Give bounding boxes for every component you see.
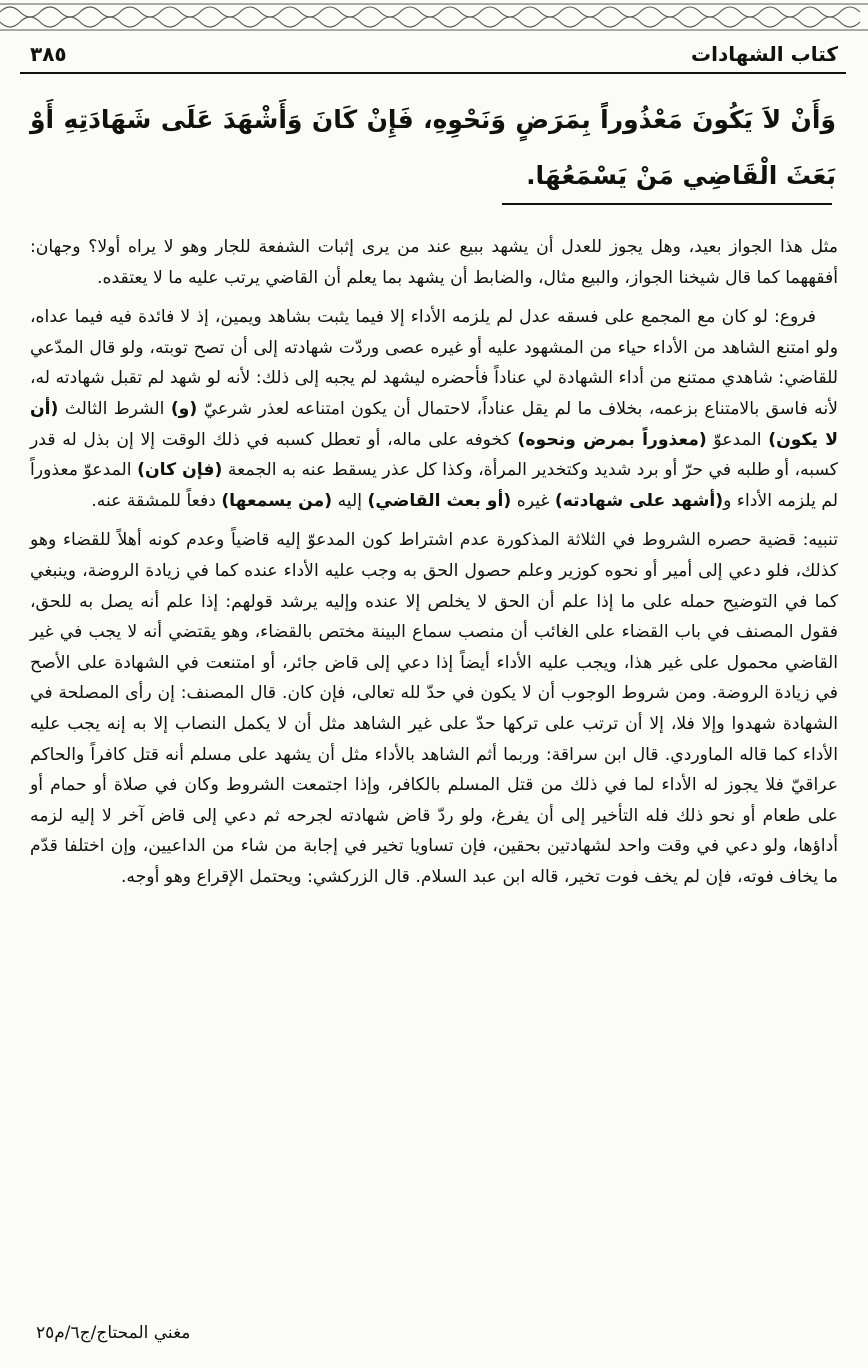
book-title: كتاب الشهادات	[690, 42, 838, 66]
commentary-text: كخوفه على ماله، أو تعطل كسبه في ذلك الوقت إلا إن بذل له قدر كسبه، أو طلبه في حرّ أو برد شديد وكتخدير المرأة، وكذا كل عذر يسقط عنه به الجمعة	[30, 429, 838, 481]
matn-insert: (أشهد على شهادته)	[554, 490, 724, 511]
running-header	[20, 40, 846, 74]
commentary-paragraph-1: مثل هذا الجواز بعيد، وهل يجوز للعدل أن يشهد ببيع عند من يرى إثبات الشفعة للجار وهو لا يراه أولا؟ وجهان: أفقههما كما قال شيخنا الجواز، والبيع مثال، والضابط أن يشهد بما يعلم أن القاضي يرتب عليه ما لا يعتقده.	[30, 237, 838, 288]
commentary-text: غيره	[516, 490, 550, 511]
matn-insert: (و)	[170, 398, 198, 419]
matn-insert: (معذوراً بمرض ونحوه)	[517, 429, 707, 450]
matn-insert: (فإن كان)	[137, 460, 223, 481]
matn-insert: (من يسمعها)	[221, 490, 333, 511]
page-number: ٣٨٥	[30, 42, 67, 66]
commentary-body	[30, 232, 838, 892]
matn-insert: (أو بعث القاضي)	[367, 490, 512, 511]
commentary-paragraph-2	[30, 302, 838, 516]
matn-separator-rule	[502, 203, 832, 205]
commentary-text: دفعاً للمشقة عنه.	[91, 490, 216, 511]
signature-mark: مغني المحتاج/ج٦/م٢٥	[36, 1323, 191, 1343]
top-ornament-border	[0, 0, 868, 40]
commentary-text: المدعوّ معذوراً لم يلزمه الأداء و	[30, 460, 838, 511]
matn-insert: (أن لا يكون)	[30, 398, 839, 450]
commentary-text: المدعوّ	[713, 429, 762, 450]
commentary-text: إليه	[337, 490, 362, 511]
commentary-text: فروع: لو كان مع المجمع على فسقه عدل لم يلزمه الأداء إلا فيما يثبت بشاهد ويمين، إذ لا فائدة فيه فيما عداه، ولو امتنع الشاهد من الأداء حياء من المشهود عليه أو غيره عصى وردّت شهادته إلى أن تصح توبته، ولو قال المدّعي للقاضي: شاهدي ممتنع من أداء الشهادة لي عناداً فأحضره ليشهد لم يجبه إلى ذلك: لأنه لو شهد لم تقبل شهادته له، لأنه فاسق بالامتناع بزعمه، بخلاف ما لم يقل عناداً، لاحتمال أن يكون امتناعه لعذر شرعيّ	[30, 307, 838, 419]
matn-text: وَأَنْ لاَ يَكُونَ مَعْذُوراً بِمَرَضٍ وَنَحْوِهِ، فَإِنْ كَانَ وَأَشْهَدَ عَلَى شَهَادَتِهِ أَوْ بَعَثَ الْقَاضِي مَنْ يَسْمَعُهَا.	[30, 105, 836, 190]
commentary-paragraph-3: تنبيه: قضية حصره الشروط في الثلاثة المذكورة عدم اشتراط كون المدعوّ إليه قاضياً وعدم كونه أهلاً للقضاء وهو كذلك، فلو دعي إلى أمير أو نحوه كوزير وعلم حصول الحق به وجب عليه الأداء عنده كما في زيادة الروضة، وينبغي كما في التوضيح حمله على ما إذا علم أن الحق لا يخلص إلا عنده وإليه يرشد قولهم: إذا علم أنه يصل به للحق، فقول المصنف في باب القضاء على الغائب أن منصب سماع البينة مختص بالقضاء، وهو يقتضي أنه لا يجب في غير القاضي محمول على غير هذا، ويجب عليه الأداء أيضاً إذا دعي إلى قاض جائر، أو امتنعت في الشهادة على الأصح في زيادة الروضة. ومن شروط الوجوب أن لا يكون في حدّ لله تعالى، فإن كان. قال المصنف: إن رأى المصلحة في الشهادة شهدوا وإلا فلا، إلا أن ترتب على تركها حدّ على غير الشاهد مثل أن لا يكمل النصاب إلا به إنه يجب عليه الأداء كما قاله الماوردي. قال ابن سراقة: وربما أثم الشاهد بالأداء مثل أن يشهد على مسلم أنه قتل كافراً والحاكم عراقيّ فلا يجوز له الأداء لما في ذلك من قتل المسلم بالكافر، وإذا اجتمعت الشروط وكان في صلاة أو حمام أو على طعام أو نحو ذلك فله التأخير إلى أن يفرغ، ولو ردّ قاض شهادته لجرحه ثم دعي إلى قاض آخر لا إليه لزمه أداؤها، ولو دعي في وقت واحد لشهادتين بحقين، فإن تساويا تخير في إجابة من شاء من الداعيين، وإن اختلفا قدّم ما يخاف فوته، فإن لم يخف فوت تخير، قاله ابن عبد السلام. قال الزركشي: ويحتمل الإقراع وهو أوجه.	[30, 530, 838, 887]
commentary-text: الشرط الثالث	[64, 398, 165, 419]
